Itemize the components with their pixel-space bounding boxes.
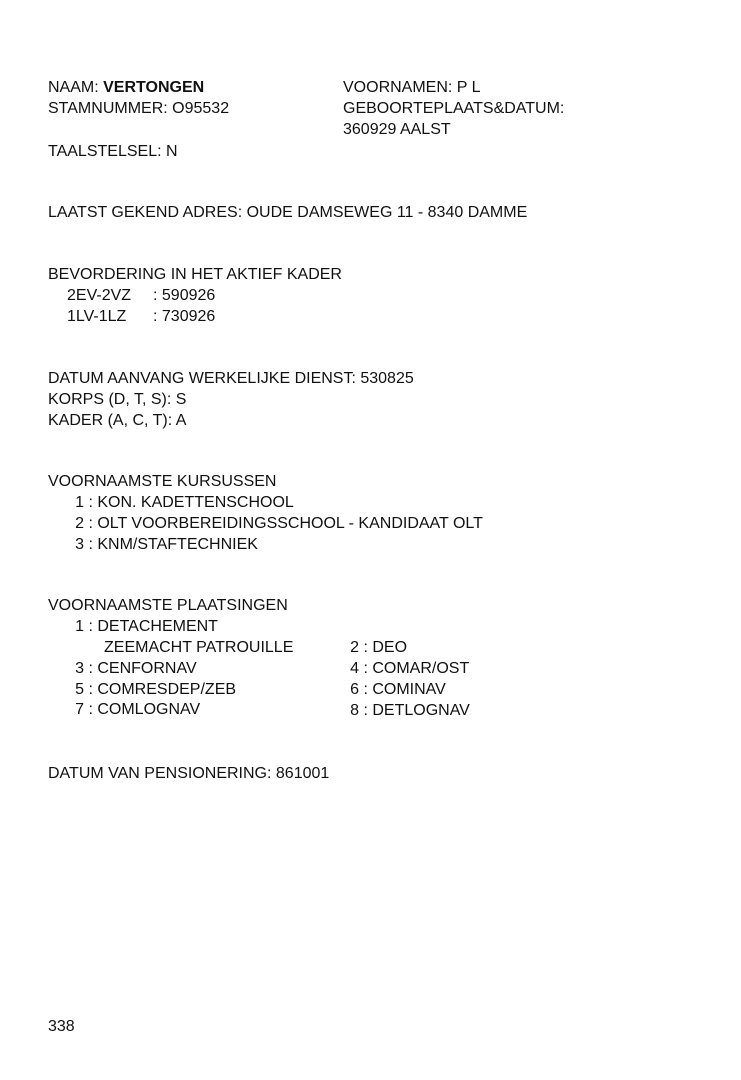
plaatsing-num: 5	[75, 681, 84, 698]
plaatsing-num: 8	[350, 702, 359, 719]
kader-value: A	[175, 412, 187, 429]
kursus-item	[72, 513, 483, 534]
voornamen-line	[343, 77, 481, 98]
page-number: 338	[48, 1018, 75, 1035]
plaatsing-item	[347, 700, 470, 721]
geboorte-value: 360929 AALST	[343, 121, 451, 138]
pensionering-value: 861001	[275, 765, 330, 782]
kursus-text: : OLT VOORBEREIDINGSSCHOOL - KANDIDAAT OLT	[88, 515, 483, 532]
naam-line	[48, 77, 204, 98]
korps-label: KORPS (D, T, S):	[48, 391, 172, 408]
kursus-item	[72, 492, 294, 513]
stamnummer-label: STAMNUMMER:	[48, 100, 168, 117]
plaatsing-item	[72, 658, 197, 679]
taalstelsel-line	[48, 141, 178, 162]
aanvang-label: DATUM AANVANG WERKELIJKE DIENST:	[48, 370, 356, 387]
plaatsing-text: : COMRESDEP/ZEB	[88, 681, 237, 698]
bevordering-date: : 730926	[153, 308, 216, 325]
pensionering-line	[48, 763, 329, 784]
plaatsing-num: 3	[75, 660, 84, 677]
plaatsing-num: 7	[75, 701, 84, 718]
plaatsing-item	[347, 637, 407, 658]
korps-line	[48, 389, 186, 410]
naam-label: NAAM:	[48, 79, 99, 96]
plaatsing-item	[72, 699, 200, 720]
plaatsing-text: : DETACHEMENT	[88, 618, 218, 635]
taalstelsel-label: TAALSTELSEL:	[48, 143, 162, 160]
plaatsing-text: : COMINAV	[363, 681, 446, 698]
adres-line	[48, 202, 527, 223]
plaatsing-num: 6	[350, 681, 359, 698]
voornamen-label: VOORNAMEN:	[343, 79, 453, 96]
kursus-item	[72, 534, 258, 555]
naam-value: VERTONGEN	[103, 79, 205, 96]
voornamen-value: P L	[456, 79, 481, 96]
taalstelsel-value: N	[165, 143, 178, 160]
adres-value: OUDE DAMSEWEG 11 - 8340 DAMME	[246, 204, 528, 221]
plaatsing-text: : DEO	[363, 639, 408, 656]
bevordering-rank: 1LV-1LZ	[67, 308, 127, 325]
plaatsing-text-cont: ZEEMACHT PATROUILLE	[104, 639, 294, 656]
plaatsing-num: 2	[350, 639, 359, 656]
plaatsing-item	[72, 616, 218, 637]
bevordering-item	[67, 306, 215, 327]
plaatsing-text: : COMAR/OST	[363, 660, 470, 677]
plaatsing-text: : DETLOGNAV	[363, 702, 470, 719]
bevordering-item	[67, 285, 215, 306]
plaatsing-text: : COMLOGNAV	[88, 701, 201, 718]
plaatsing-text: : CENFORNAV	[88, 660, 197, 677]
adres-label: LAATST GEKEND ADRES:	[48, 204, 243, 221]
plaatsing-item	[72, 679, 236, 700]
pensionering-label: DATUM VAN PENSIONERING:	[48, 765, 272, 782]
aanvang-value: 530825	[360, 370, 414, 387]
kader-line	[48, 410, 186, 431]
bevordering-date: : 590926	[153, 287, 216, 304]
kursus-num: 2	[75, 515, 84, 532]
plaatsingen-heading: VOORNAAMSTE PLAATSINGEN	[48, 597, 288, 614]
kursus-text: : KON. KADETTENSCHOOL	[88, 494, 294, 511]
kursus-num: 1	[75, 494, 84, 511]
kursus-num: 3	[75, 536, 84, 553]
kursus-text: : KNM/STAFTECHNIEK	[88, 536, 258, 553]
plaatsing-item	[347, 679, 446, 700]
bevordering-rank: 2EV-2VZ	[67, 287, 132, 304]
stamnummer-line	[48, 98, 229, 119]
bevordering-heading: BEVORDERING IN HET AKTIEF KADER	[48, 266, 342, 283]
kursussen-heading: VOORNAAMSTE KURSUSSEN	[48, 473, 277, 490]
kader-label: KADER (A, C, T):	[48, 412, 173, 429]
plaatsing-num: 1	[75, 618, 84, 635]
geboorte-label: GEBOORTEPLAATS&DATUM:	[343, 100, 565, 117]
aanvang-line	[48, 368, 414, 389]
plaatsing-item	[347, 658, 469, 679]
korps-value: S	[175, 391, 187, 408]
stamnummer-value: O95532	[172, 100, 230, 117]
plaatsing-num: 4	[350, 660, 359, 677]
